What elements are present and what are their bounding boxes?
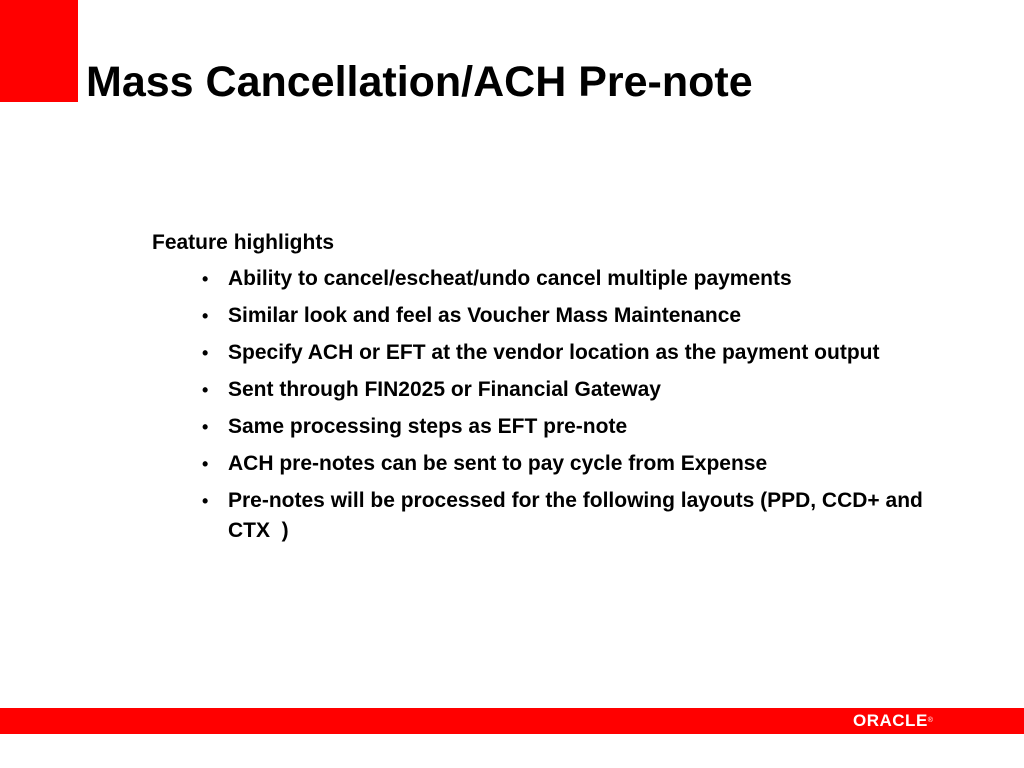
bullet-icon: •: [202, 454, 209, 474]
bullet-icon: •: [202, 269, 209, 289]
section-heading: Feature highlights: [152, 231, 335, 254]
registered-mark: ®: [927, 717, 934, 724]
bullet-icon: •: [202, 491, 209, 511]
bullet-icon: •: [202, 417, 209, 437]
logo-text: ORACLE: [853, 711, 928, 730]
bullet-text: Pre-notes will be processed for the following layouts (PPD, CCD+ and CTX ): [228, 489, 929, 542]
bullet-item: [202, 338, 952, 368]
bullet-item: [202, 375, 952, 405]
oracle-logo: [853, 711, 933, 731]
bullet-item: [202, 486, 952, 546]
slide-title: Mass Cancellation/ACH Pre-note: [86, 58, 753, 106]
bullet-list: [152, 264, 952, 546]
bullet-item: [202, 449, 952, 479]
bullet-item: [202, 412, 952, 442]
bullet-text: ACH pre-notes can be sent to pay cycle from Expense: [228, 452, 768, 475]
bullet-text: Similar look and feel as Voucher Mass Maintenance: [228, 304, 742, 327]
bullet-item: [202, 264, 952, 294]
slide-content: [152, 228, 952, 553]
bullet-text: Specify ACH or EFT at the vendor location as the payment output: [228, 341, 880, 364]
bullet-text: Sent through FIN2025 or Financial Gateway: [228, 378, 661, 401]
bullet-icon: •: [202, 380, 209, 400]
bullet-icon: •: [202, 306, 209, 326]
bullet-text: Same processing steps as EFT pre-note: [228, 415, 628, 438]
bullet-icon: •: [202, 343, 209, 363]
bullet-item: [202, 301, 952, 331]
red-corner-block: [0, 0, 78, 102]
bullet-text: Ability to cancel/escheat/undo cancel multiple payments: [228, 267, 792, 290]
